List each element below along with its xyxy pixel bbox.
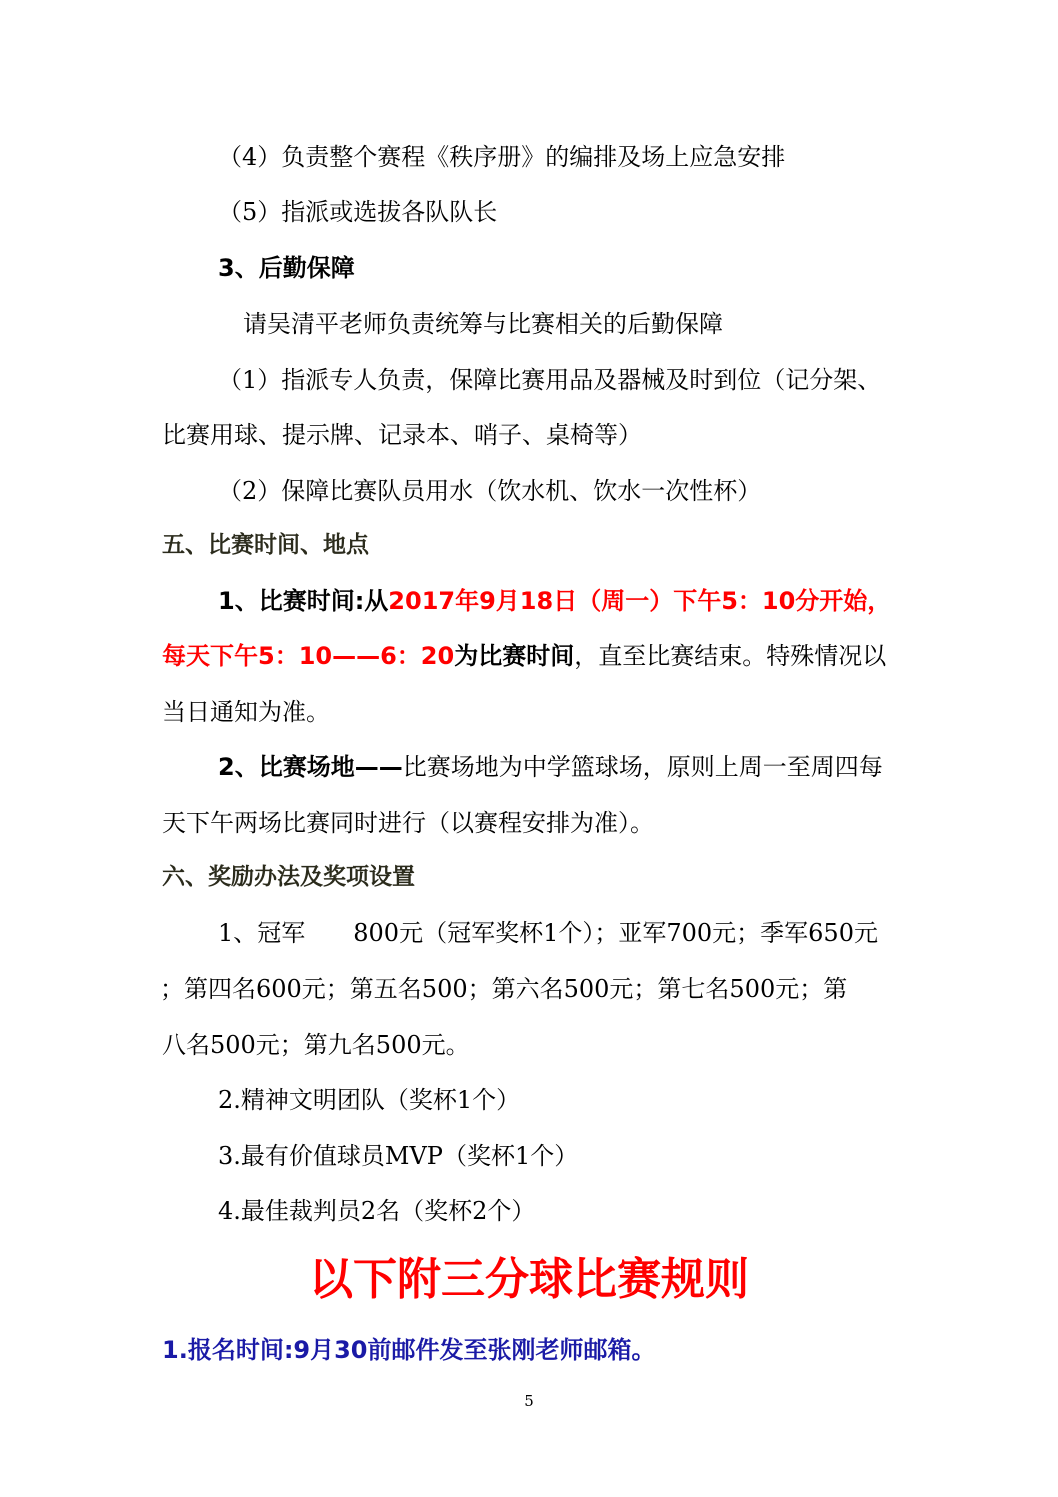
match-time-line-1 [218,584,891,618]
item-4: （4）负责整个赛程《秩序册》的编排及场上应急安排 [218,143,786,171]
appendix-title: 以下附三分球比赛规则 [309,1254,749,1305]
match-time-label-2: 为比赛时间 [454,642,575,670]
prize-spirit: 2.精神文明团队（奖杯1个） [218,1086,521,1114]
logistics-intro: 请吴清平老师负责统筹与比赛相关的后勤保障 [243,310,723,338]
match-time-line-2 [162,639,886,673]
venue-text: 比赛场地为中学篮球场，原则上周一至周四每 [402,753,883,781]
signup-time: 1.报名时间:9月30前邮件发至张刚老师邮箱。 [162,1336,656,1364]
page-number: 5 [524,1392,534,1410]
logistics-item-1-cont: 比赛用球、提示牌、记录本、哨子、桌椅等） [162,421,642,449]
venue-line-1 [218,750,883,784]
prize-mvp: 3.最有价值球员MVP（奖杯1个） [218,1142,579,1170]
section-6-heading: 六、奖励办法及奖项设置 [162,864,415,890]
logistics-item-2: （2）保障比赛队员用水（饮水机、饮水一次性杯） [218,477,762,505]
prize-line-1: 1、冠军 800元（冠军奖杯1个）；亚军700元；季军650元 [218,919,878,947]
venue-label: 2、比赛场地—— [218,753,403,781]
match-time-rest: ，直至比赛结束。特殊情况以 [574,642,887,670]
item-5: （5）指派或选拔各队队长 [218,198,498,226]
prize-line-2: ；第四名600元；第五名500；第六名500元；第七名500元；第 [160,975,848,1003]
prize-referee: 4.最佳裁判员2名（奖杯2个） [218,1197,536,1225]
subheading-logistics: 3、后勤保障 [218,254,355,282]
match-time-start: 2017年9月18日（周一）下午5：10分开始， [388,587,892,615]
section-5-heading: 五、比赛时间、地点 [162,532,369,558]
venue-line-2: 天下午两场比赛同时进行（以赛程安排为准）。 [162,809,654,837]
prize-line-3: 八名500元；第九名500元。 [162,1031,470,1059]
match-time-line-3: 当日通知为准。 [162,698,330,726]
match-time-label: 1、比赛时间:从 [218,587,389,615]
match-time-daily: 每天下午5：10——6：20 [162,642,455,670]
logistics-item-1: （1）指派专人负责，保障比赛用品及器械及时到位（记分架、 [218,366,882,394]
